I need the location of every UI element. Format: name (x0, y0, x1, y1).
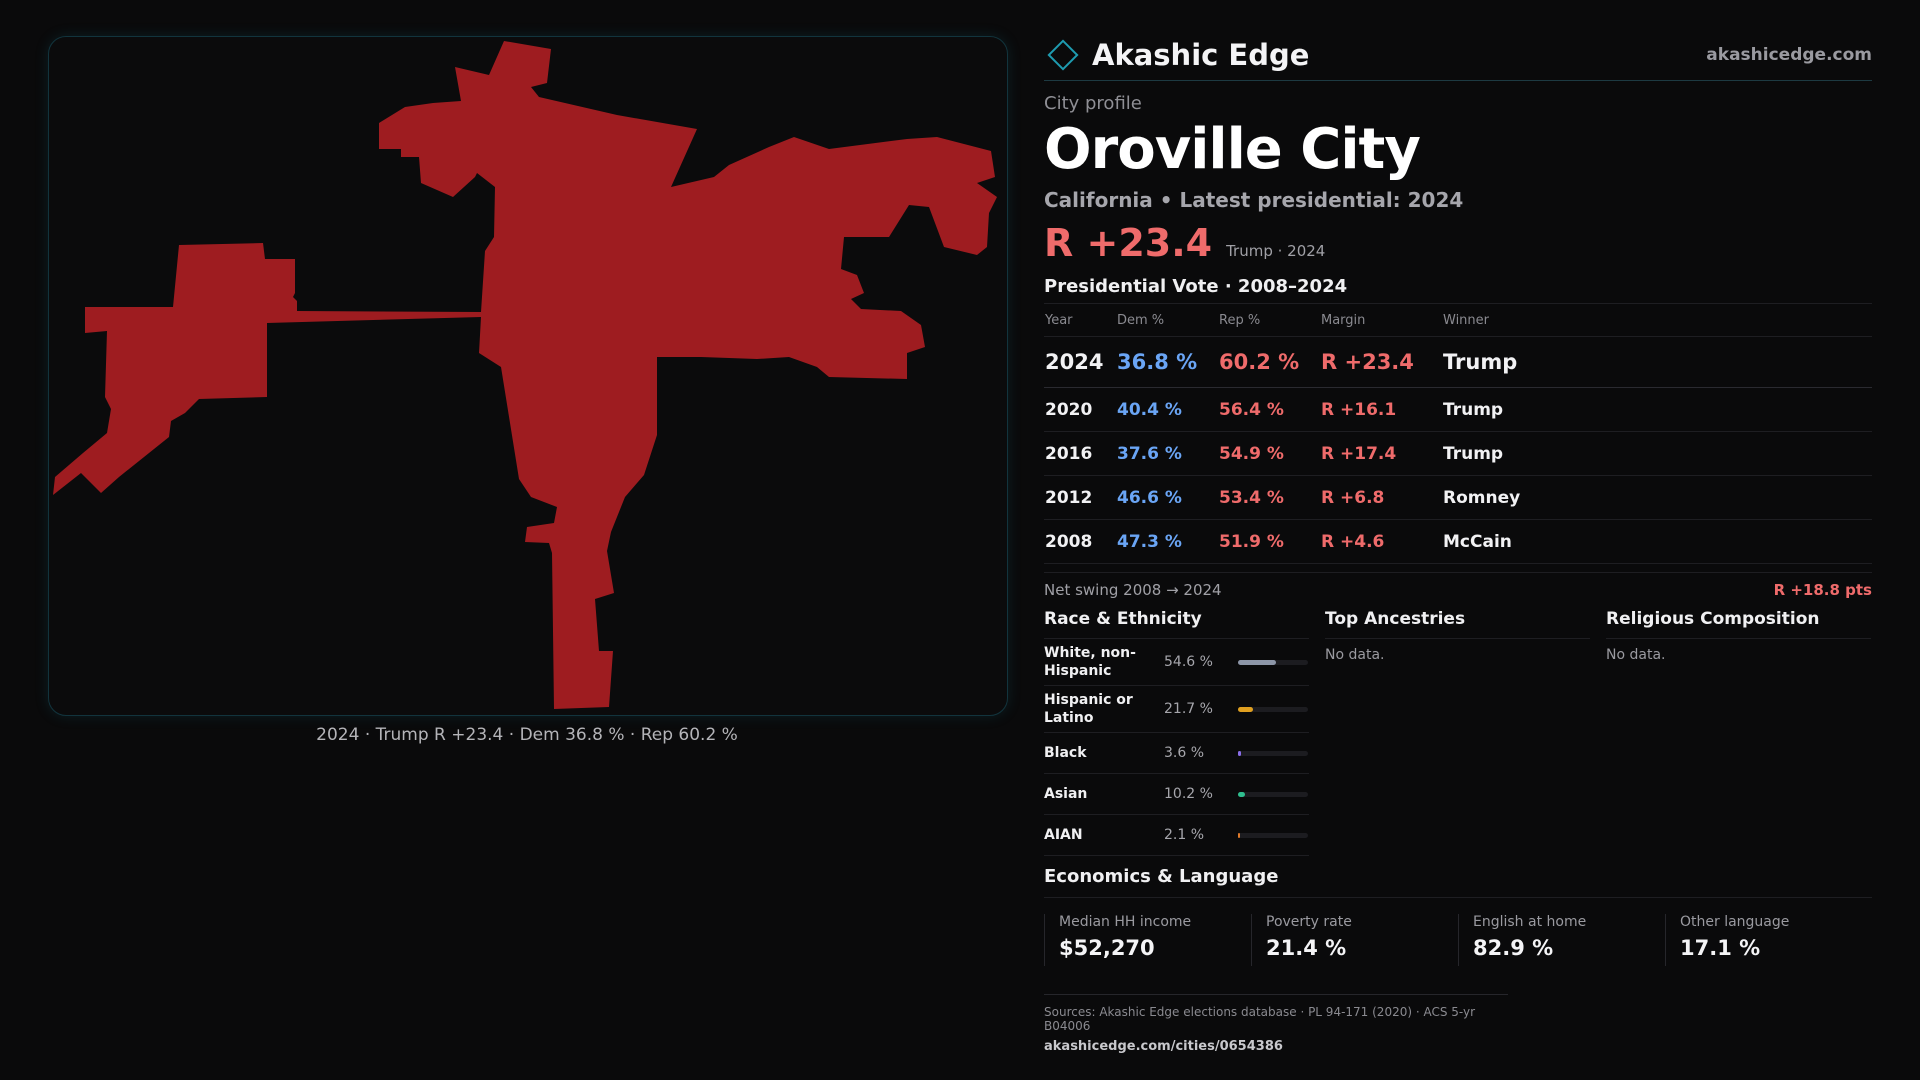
cell-margin: R +16.1 (1320, 388, 1442, 432)
religion-panel (1606, 609, 1871, 856)
cell-winner: McCain (1442, 520, 1872, 564)
ancestries-empty-text: No data. (1325, 647, 1385, 663)
cell-margin: R +4.6 (1320, 520, 1442, 564)
race-bar-fill (1238, 707, 1253, 712)
race-row (1044, 815, 1309, 856)
page-title: Oroville City (1044, 117, 1420, 182)
econ-label: Other language (1680, 914, 1790, 930)
econ-value: 17.1 % (1680, 936, 1761, 960)
race-row (1044, 733, 1309, 774)
cell-rep: 60.2 % (1218, 337, 1320, 388)
map-caption: 2024 · Trump R +23.4 · Dem 36.8 % · Rep 60.2 % (316, 725, 738, 745)
race-pct: 2.1 % (1164, 827, 1205, 843)
diamond-logo-icon (1047, 39, 1078, 70)
cell-winner: Romney (1442, 476, 1872, 520)
city-boundary-shape (49, 37, 1007, 715)
table-row (1044, 432, 1872, 476)
profile-kicker: City profile (1044, 93, 1142, 114)
race-label: AIAN (1044, 827, 1083, 843)
profile-subtitle: California • Latest presidential: 2024 (1044, 188, 1464, 212)
cell-year: 2008 (1044, 520, 1116, 564)
city-boundary-polygon (53, 41, 997, 709)
race-pct: 3.6 % (1164, 745, 1205, 761)
econ-value: 21.4 % (1266, 936, 1347, 960)
cell-rep: 56.4 % (1218, 388, 1320, 432)
race-bar-fill (1238, 751, 1241, 756)
race-bar-track (1238, 660, 1308, 665)
cell-dem: 37.6 % (1116, 432, 1218, 476)
lead-note: Trump · 2024 (1226, 242, 1326, 260)
vote-section-title: Presidential Vote · 2008–2024 (1044, 276, 1348, 297)
cell-margin: R +17.4 (1320, 432, 1442, 476)
cell-winner: Trump (1442, 388, 1872, 432)
cell-year: 2016 (1044, 432, 1116, 476)
ancestries-title: Top Ancestries (1325, 609, 1590, 639)
ancestries-panel (1325, 609, 1590, 856)
econ-stat-poverty (1251, 914, 1458, 966)
brand-url-link[interactable]: akashicedge.com (1706, 45, 1872, 65)
cell-year: 2012 (1044, 476, 1116, 520)
race-label: Black (1044, 745, 1087, 761)
cell-winner: Trump (1442, 337, 1872, 388)
footer (1044, 994, 1508, 1054)
race-bar-fill (1238, 833, 1240, 838)
col-header-dem: Dem % (1116, 304, 1218, 337)
col-header-winner: Winner (1442, 304, 1872, 337)
cell-rep: 54.9 % (1218, 432, 1320, 476)
econ-label: Poverty rate (1266, 914, 1352, 930)
cell-year: 2024 (1044, 337, 1116, 388)
race-bar-fill (1238, 660, 1276, 665)
race-label: Asian (1044, 786, 1088, 802)
race-ethnicity-title: Race & Ethnicity (1044, 609, 1309, 639)
cell-winner: Trump (1442, 432, 1872, 476)
race-ethnicity-panel (1044, 609, 1309, 856)
econ-stat-income (1044, 914, 1251, 966)
header (1044, 30, 1872, 81)
religion-empty-text: No data. (1606, 647, 1666, 663)
race-bar-track (1238, 833, 1308, 838)
race-ethnicity-list (1044, 639, 1309, 856)
brand-name: Akashic Edge (1092, 38, 1310, 72)
brand[interactable] (1044, 38, 1309, 72)
net-swing (1044, 572, 1872, 599)
cell-dem: 46.6 % (1116, 476, 1218, 520)
economics-grid (1044, 914, 1872, 966)
economics-title: Economics & Language (1044, 866, 1872, 898)
race-row (1044, 774, 1309, 815)
city-boundary-map (48, 36, 1008, 716)
cell-dem: 36.8 % (1116, 337, 1218, 388)
race-pct: 54.6 % (1164, 654, 1213, 670)
econ-stat-english (1458, 914, 1665, 966)
cell-margin: R +6.8 (1320, 476, 1442, 520)
lead-summary (1044, 222, 1872, 264)
race-bar-track (1238, 751, 1308, 756)
race-bar-track (1238, 707, 1308, 712)
cell-rep: 53.4 % (1218, 476, 1320, 520)
sources-text: Sources: Akashic Edge elections database · PL 94-171 (2020) · ACS 5-yr B04006 (1044, 1005, 1476, 1033)
econ-label: English at home (1473, 914, 1587, 930)
city-page-link[interactable]: akashicedge.com/cities/0654386 (1044, 1039, 1283, 1054)
econ-value: $52,270 (1059, 936, 1155, 960)
cell-rep: 51.9 % (1218, 520, 1320, 564)
race-bar-track (1238, 792, 1308, 797)
race-label: White, non-Hispanic (1044, 645, 1136, 679)
cell-dem: 47.3 % (1116, 520, 1218, 564)
col-header-rep: Rep % (1218, 304, 1320, 337)
race-bar-fill (1238, 792, 1245, 797)
cell-dem: 40.4 % (1116, 388, 1218, 432)
econ-stat-other-language (1665, 914, 1872, 966)
presidential-vote-table (1044, 303, 1872, 564)
table-header-row (1044, 304, 1872, 337)
net-swing-value: R +18.8 pts (1773, 581, 1872, 599)
net-swing-label: Net swing 2008 → 2024 (1044, 581, 1222, 599)
race-pct: 10.2 % (1164, 786, 1213, 802)
table-row (1044, 520, 1872, 564)
demographics-section (1044, 609, 1872, 856)
table-row (1044, 476, 1872, 520)
religion-title: Religious Composition (1606, 609, 1871, 639)
cell-margin: R +23.4 (1320, 337, 1442, 388)
col-header-year: Year (1044, 304, 1116, 337)
race-label: Hispanic or Latino (1044, 692, 1133, 726)
race-row (1044, 686, 1309, 733)
econ-value: 82.9 % (1473, 936, 1554, 960)
col-header-margin: Margin (1320, 304, 1442, 337)
city-profile-panel (1044, 30, 1872, 966)
race-row (1044, 639, 1309, 686)
table-row (1044, 337, 1872, 388)
cell-year: 2020 (1044, 388, 1116, 432)
race-pct: 21.7 % (1164, 701, 1213, 717)
lead-margin: R +23.4 (1044, 221, 1213, 265)
table-row (1044, 388, 1872, 432)
econ-label: Median HH income (1059, 914, 1192, 930)
